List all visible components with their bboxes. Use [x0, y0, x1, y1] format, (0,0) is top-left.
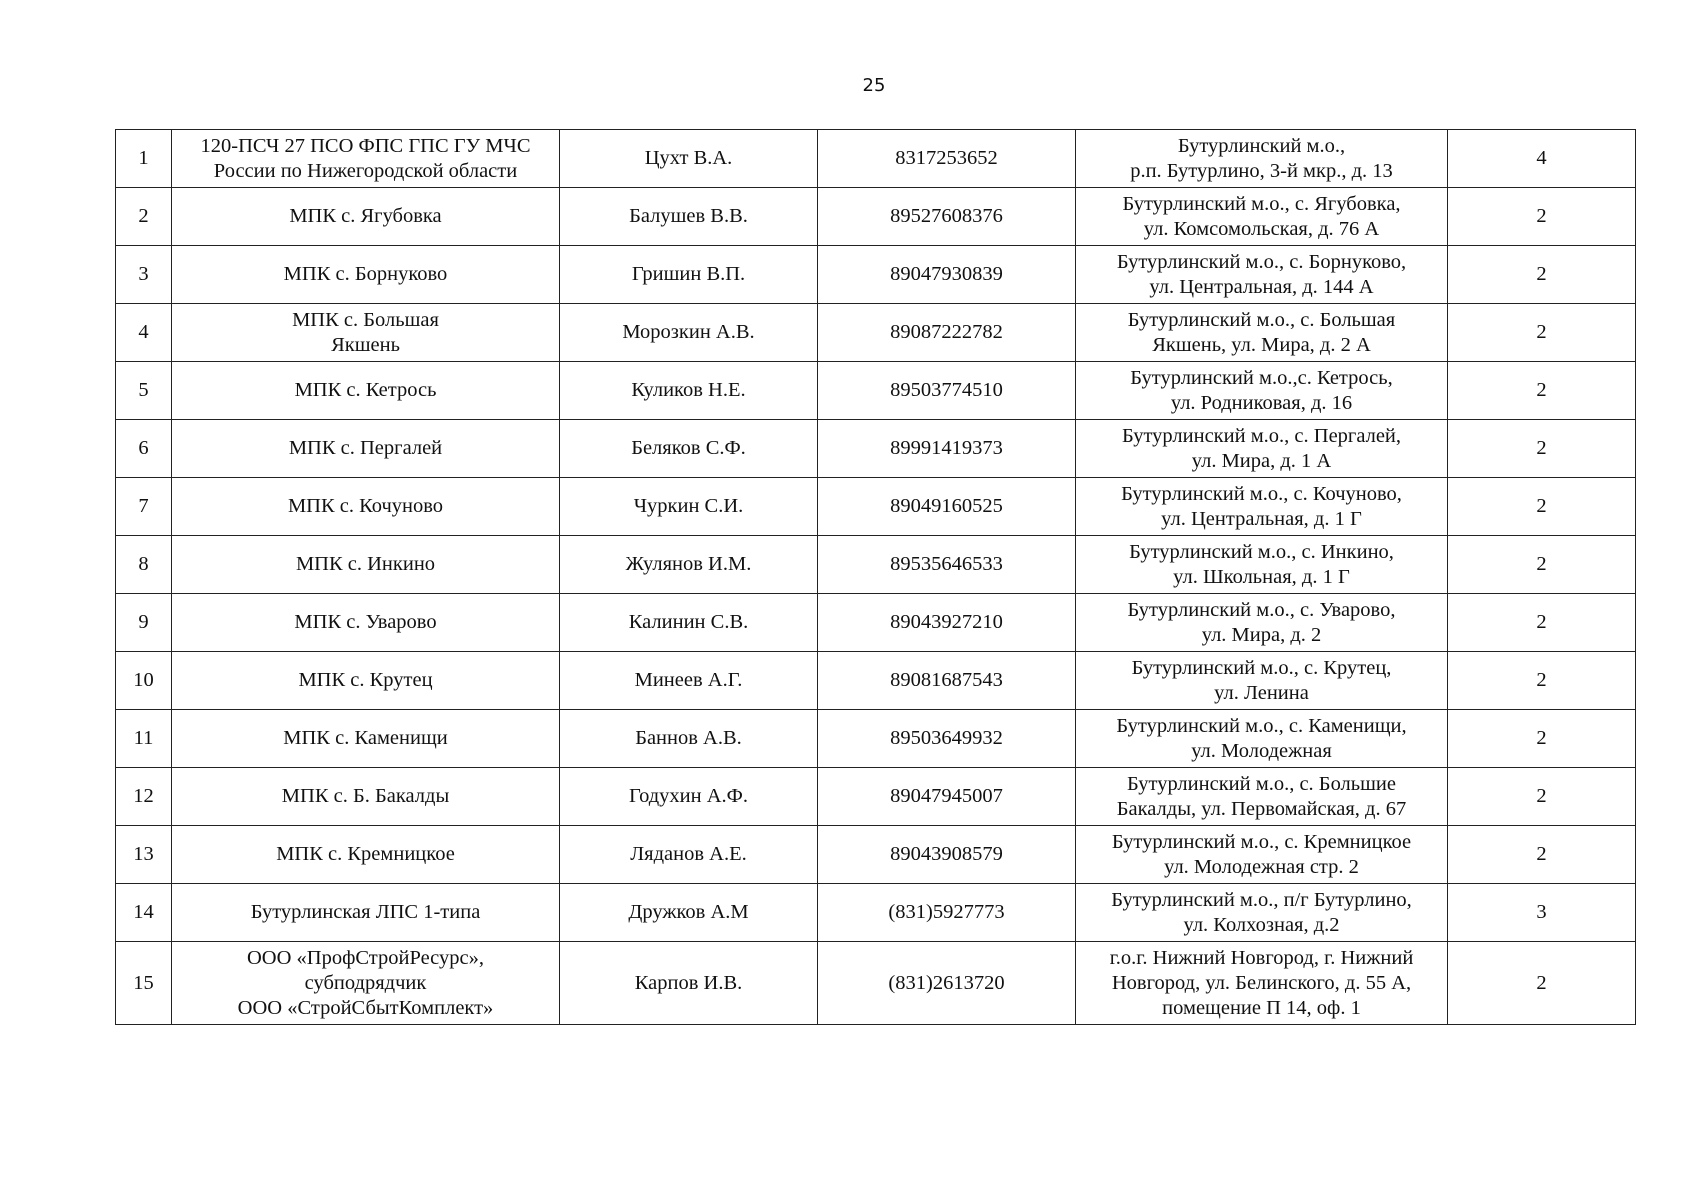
responsible-person-cell: Куликов Н.Е.	[560, 362, 818, 420]
table-row	[116, 362, 1636, 420]
responsible-person-cell: Морозкин А.В.	[560, 304, 818, 362]
count-cell: 2	[1448, 826, 1636, 884]
address-cell	[1076, 246, 1448, 304]
count-cell: 2	[1448, 188, 1636, 246]
address-line: Бутурлинский м.о., с. Каменищи,	[1116, 714, 1407, 737]
organization-line: России по Нижегородской области	[213, 159, 518, 182]
address-line: ул. Мира, д. 1 А	[1191, 449, 1332, 472]
table-row	[116, 942, 1636, 1025]
address-cell	[1076, 130, 1448, 188]
organization-line: 120-ПСЧ 27 ПСО ФПС ГПС ГУ МЧС	[200, 134, 531, 157]
phone-cell: 89503649932	[818, 710, 1076, 768]
count-cell: 2	[1448, 652, 1636, 710]
organization-line: МПК с. Кремницкое	[276, 843, 455, 865]
phone-cell: 89043908579	[818, 826, 1076, 884]
organization-cell	[172, 304, 560, 362]
phone-cell: 89049160525	[818, 478, 1076, 536]
table-row	[116, 710, 1636, 768]
phone-cell: 89047945007	[818, 768, 1076, 826]
organization-line: Бутурлинская ЛПС 1-типа	[250, 901, 481, 923]
row-number-cell: 14	[116, 884, 172, 942]
organization-line: ООО «ПрофСтройРесурс»,	[246, 946, 484, 969]
table-row	[116, 826, 1636, 884]
table-row	[116, 130, 1636, 188]
organization-cell	[172, 594, 560, 652]
responsible-person-cell: Чуркин С.И.	[560, 478, 818, 536]
organization-cell	[172, 130, 560, 188]
address-line: ул. Школьная, д. 1 Г	[1173, 565, 1350, 588]
organization-line: МПК с. Пергалей	[288, 437, 443, 459]
address-line: Бутурлинский м.о., с. Борнуково,	[1116, 250, 1407, 273]
row-number-cell: 13	[116, 826, 172, 884]
address-line: Бутурлинский м.о.,с. Кетрось,	[1130, 366, 1393, 389]
responsible-person-cell: Беляков С.Ф.	[560, 420, 818, 478]
count-cell: 2	[1448, 768, 1636, 826]
phone-cell: (831)2613720	[818, 942, 1076, 1025]
address-line: Бутурлинский м.о., с. Инкино,	[1129, 540, 1394, 563]
address-line: ул. Ленина	[1214, 681, 1309, 704]
count-cell: 4	[1448, 130, 1636, 188]
address-line: Бутурлинский м.о.,	[1177, 134, 1346, 157]
phone-cell: 8317253652	[818, 130, 1076, 188]
page-number: 25	[862, 75, 886, 96]
count-cell: 2	[1448, 594, 1636, 652]
document-table-container	[115, 129, 1636, 1025]
row-number-cell: 3	[116, 246, 172, 304]
organization-line: субподрядчик	[304, 971, 427, 994]
responsible-person-cell: Ляданов А.Е.	[560, 826, 818, 884]
row-number-cell: 2	[116, 188, 172, 246]
address-line: р.п. Бутурлино, 3-й мкр., д. 13	[1130, 159, 1393, 182]
organization-cell	[172, 710, 560, 768]
organization-line: МПК с. Кочуново	[287, 495, 444, 517]
address-cell	[1076, 304, 1448, 362]
table-row	[116, 246, 1636, 304]
address-line: Бутурлинский м.о., с. Большая	[1127, 308, 1396, 331]
phone-cell: 89047930839	[818, 246, 1076, 304]
address-line: Новгород, ул. Белинского, д. 55 А,	[1111, 971, 1412, 994]
organization-line: ООО «СтройСбытКомплект»	[237, 996, 494, 1019]
organization-line: МПК с. Борнуково	[283, 263, 448, 285]
address-line: г.о.г. Нижний Новгород, г. Нижний	[1109, 946, 1414, 969]
organization-cell	[172, 536, 560, 594]
phone-cell: (831)5927773	[818, 884, 1076, 942]
address-cell	[1076, 362, 1448, 420]
table-row	[116, 304, 1636, 362]
address-line: ул. Родниковая, д. 16	[1170, 391, 1353, 414]
organization-line: МПК с. Кетрось	[294, 379, 437, 401]
phone-cell: 89087222782	[818, 304, 1076, 362]
organization-line: Якшень	[331, 333, 400, 356]
count-cell: 3	[1448, 884, 1636, 942]
address-cell	[1076, 768, 1448, 826]
responsible-person-cell: Жулянов И.М.	[560, 536, 818, 594]
responsible-person-cell: Калинин С.В.	[560, 594, 818, 652]
count-cell: 2	[1448, 304, 1636, 362]
table-row	[116, 536, 1636, 594]
row-number-cell: 6	[116, 420, 172, 478]
row-number-cell: 9	[116, 594, 172, 652]
address-line: ул. Мира, д. 2	[1201, 623, 1322, 646]
table-row	[116, 188, 1636, 246]
row-number-cell: 1	[116, 130, 172, 188]
table-row	[116, 594, 1636, 652]
row-number-cell: 8	[116, 536, 172, 594]
organization-line: МПК с. Б. Бакалды	[281, 785, 450, 807]
table-row	[116, 420, 1636, 478]
organization-cell	[172, 884, 560, 942]
row-number-cell: 7	[116, 478, 172, 536]
address-line: Бутурлинский м.о., п/г Бутурлино,	[1111, 888, 1412, 911]
organization-cell	[172, 826, 560, 884]
address-line: помещение П 14, оф. 1	[1162, 996, 1361, 1019]
responsible-person-cell: Дружков А.М	[560, 884, 818, 942]
table-body	[116, 130, 1636, 1025]
row-number-cell: 4	[116, 304, 172, 362]
address-cell	[1076, 884, 1448, 942]
address-line: Бутурлинский м.о., с. Крутец,	[1131, 656, 1392, 679]
count-cell: 2	[1448, 942, 1636, 1025]
organization-cell	[172, 420, 560, 478]
address-line: ул. Центральная, д. 1 Г	[1161, 507, 1362, 530]
address-line: Бакалды, ул. Первомайская, д. 67	[1116, 797, 1407, 820]
address-line: Бутурлинский м.о., с. Кремницкое	[1111, 830, 1412, 853]
address-line: ул. Молодежная	[1191, 739, 1332, 762]
organization-cell	[172, 652, 560, 710]
responsible-person-cell: Гришин В.П.	[560, 246, 818, 304]
contacts-table	[115, 129, 1636, 1025]
organization-cell	[172, 942, 560, 1025]
responsible-person-cell: Цухт В.А.	[560, 130, 818, 188]
address-line: ул. Комсомольская, д. 76 А	[1143, 217, 1380, 240]
organization-cell	[172, 478, 560, 536]
count-cell: 2	[1448, 246, 1636, 304]
address-cell	[1076, 710, 1448, 768]
organization-cell	[172, 188, 560, 246]
phone-cell: 89535646533	[818, 536, 1076, 594]
address-cell	[1076, 188, 1448, 246]
address-line: Якшень, ул. Мира, д. 2 А	[1152, 333, 1371, 356]
organization-line: МПК с. Инкино	[295, 553, 436, 575]
count-cell: 2	[1448, 420, 1636, 478]
organization-line: МПК с. Большая	[292, 308, 439, 331]
phone-cell: 89991419373	[818, 420, 1076, 478]
address-cell	[1076, 536, 1448, 594]
row-number-cell: 10	[116, 652, 172, 710]
count-cell: 2	[1448, 710, 1636, 768]
row-number-cell: 11	[116, 710, 172, 768]
address-line: Бутурлинский м.о., с. Уварово,	[1127, 598, 1396, 621]
responsible-person-cell: Карпов И.В.	[560, 942, 818, 1025]
responsible-person-cell: Годухин А.Ф.	[560, 768, 818, 826]
phone-cell: 89503774510	[818, 362, 1076, 420]
address-line: ул. Колхозная, д.2	[1183, 913, 1340, 936]
table-row	[116, 884, 1636, 942]
row-number-cell: 5	[116, 362, 172, 420]
address-line: ул. Молодежная стр. 2	[1164, 855, 1359, 878]
address-cell	[1076, 594, 1448, 652]
count-cell: 2	[1448, 536, 1636, 594]
organization-cell	[172, 768, 560, 826]
table-row	[116, 652, 1636, 710]
address-cell	[1076, 478, 1448, 536]
address-line: Бутурлинский м.о., с. Пергалей,	[1121, 424, 1402, 447]
organization-cell	[172, 362, 560, 420]
phone-cell: 89527608376	[818, 188, 1076, 246]
table-row	[116, 478, 1636, 536]
address-cell	[1076, 942, 1448, 1025]
address-cell	[1076, 826, 1448, 884]
organization-line: МПК с. Уварово	[294, 611, 437, 633]
phone-cell: 89043927210	[818, 594, 1076, 652]
responsible-person-cell: Баннов А.В.	[560, 710, 818, 768]
row-number-cell: 12	[116, 768, 172, 826]
count-cell: 2	[1448, 362, 1636, 420]
address-cell	[1076, 420, 1448, 478]
table-row	[116, 768, 1636, 826]
responsible-person-cell: Минеев А.Г.	[560, 652, 818, 710]
address-line: Бутурлинский м.о., с. Большие	[1127, 772, 1396, 795]
phone-cell: 89081687543	[818, 652, 1076, 710]
organization-cell	[172, 246, 560, 304]
organization-line: МПК с. Каменищи	[283, 727, 448, 749]
organization-line: МПК с. Ягубовка	[289, 205, 442, 227]
address-line: Бутурлинский м.о., с. Кочуново,	[1121, 482, 1402, 505]
address-cell	[1076, 652, 1448, 710]
organization-line: МПК с. Крутец	[298, 669, 433, 691]
row-number-cell: 15	[116, 942, 172, 1025]
responsible-person-cell: Балушев В.В.	[560, 188, 818, 246]
address-line: ул. Центральная, д. 144 А	[1149, 275, 1374, 298]
count-cell: 2	[1448, 478, 1636, 536]
address-line: Бутурлинский м.о., с. Ягубовка,	[1122, 192, 1401, 215]
